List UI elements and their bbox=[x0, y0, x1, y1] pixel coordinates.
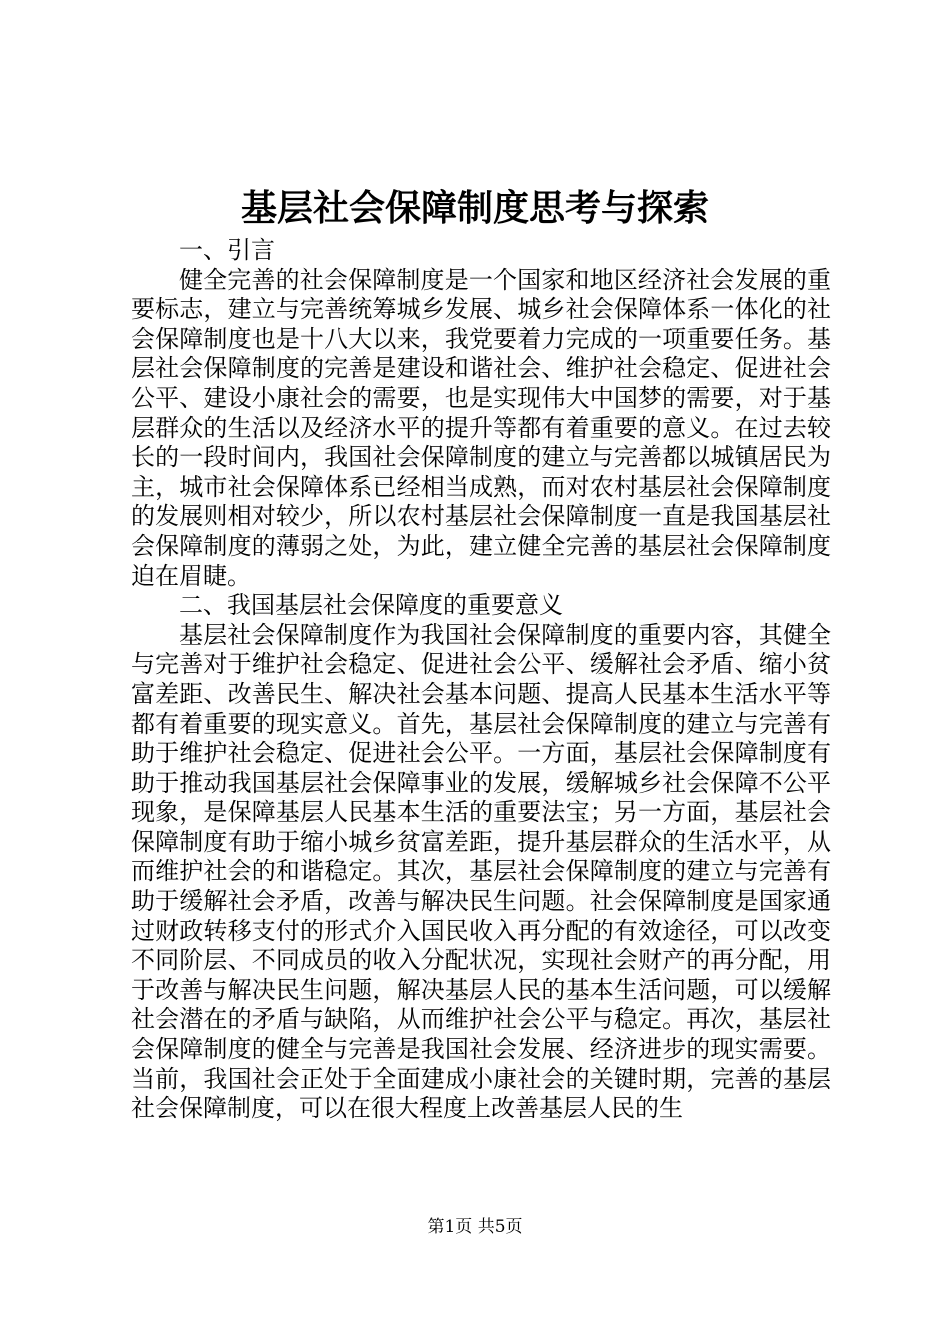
document-title: 基层社会保障制度思考与探索 bbox=[240, 187, 709, 229]
document-body bbox=[131, 236, 831, 1124]
page-number-footer: 第1页 共5页 bbox=[427, 1217, 523, 1237]
section-heading-significance: 二、我国基层社会保障度的重要意义 bbox=[179, 591, 563, 620]
paragraph-significance: 基层社会保障制度作为我国社会保障制度的重要内容，其健全与完善对于维护社会稳定、促进社会公平、缓解社会矛盾、缩小贫富差距、改善民生、解决社会基本问题、提高人民基本生活水平等都有着重要的现实意义。首先，基层社会保障制度的建立与完善有助于维护社会稳定、促进社会公平。一方面，基层社会保障制度有助于推动我国基层社会保障事业的发展，缓解城乡社会保障不公平现象，是保障基层人民基本生活的重要法宝；另一方面，基层社会保障制度有助于缩小城乡贫富差距，提升基层群众的生活水平，从而维护社会的和谐稳定。其次，基层社会保障制度的建立与完善有助于缓解社会矛盾，改善与解决民生问题。社会保障制度是国家通过财政转移支付的形式介入国民收入再分配的有效途径，可以改变不同阶层、不同成员的收入分配状况，实现社会财产的再分配，用于改善与解决民生问题，解决基层人民的基本生活问题，可以缓解社会潜在的矛盾与缺陷，从而维护社会公平与稳定。再次，基层社会保障制度的健全与完善是我国社会发展、经济进步的现实需要。当前，我国社会正处于全面建成小康社会的关键时期，完善的基层社会保障制度，可以在很大程度上改善基层人民的生 bbox=[131, 620, 831, 1123]
paragraph-introduction: 健全完善的社会保障制度是一个国家和地区经济社会发展的重要标志，建立与完善统筹城乡发展、城乡社会保障体系一体化的社会保障制度也是十八大以来，我党要着力完成的一项重要任务。基层社会保障制度的完善是建设和谐社会、维护社会稳定、促进社会公平、建设小康社会的需要，也是实现伟大中国梦的需要，对于基层群众的生活以及经济水平的提升等都有着重要的意义。在过去较长的一段时间内，我国社会保障制度的建立与完善都以城镇居民为主，城市社会保障体系已经相当成熟，而对农村基层社会保障制度的发展则相对较少，所以农村基层社会保障制度一直是我国基层社会保障制度的薄弱之处，为此，建立健全完善的基层社会保障制度迫在眉睫。 bbox=[131, 265, 831, 590]
section-heading-introduction: 一、引言 bbox=[179, 236, 275, 264]
